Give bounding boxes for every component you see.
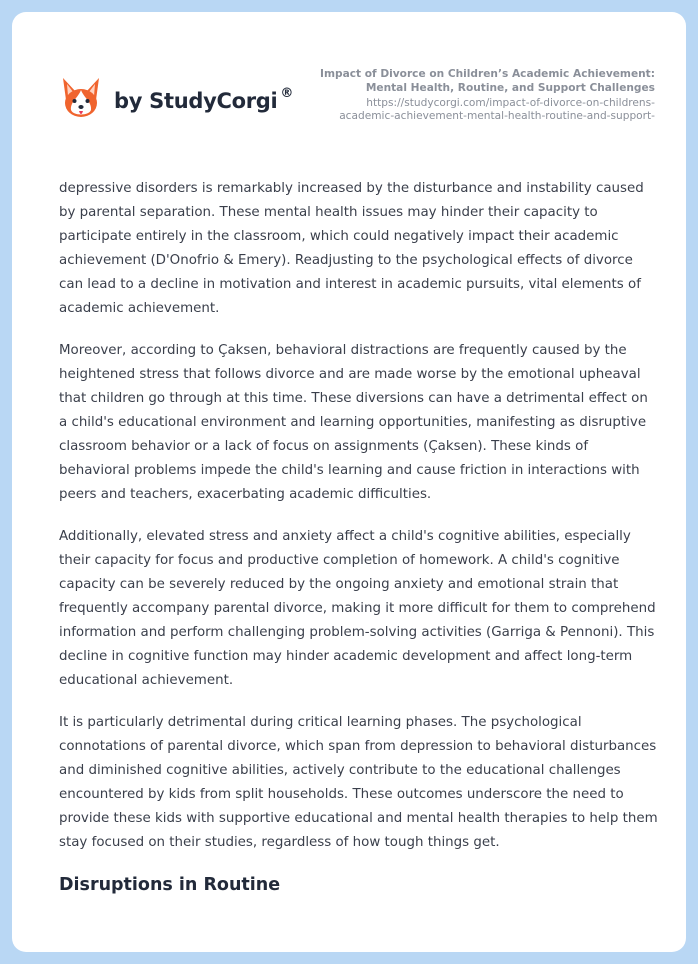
registered-mark: ®: [280, 86, 294, 101]
document-meta: [295, 67, 655, 123]
document-title-line-2: Mental Health, Routine, and Support Challenges: [365, 82, 655, 94]
paragraph: depressive disorders is remarkably increased by the disturbance and instability caused by parental separation. These mental health issues may hinder their capacity to participate entirely in the classroom, which could negatively impact their academic achievement (D'Onofrio & Emery). Readjusting to the psychological effects of divorce can lead to a decline in motivation and interest in academic pursuits, vital elements of academic achievement.: [59, 181, 644, 316]
paragraph: Moreover, according to Çaksen, behavioral distractions are frequently caused by the heightened stress that follows divorce and are made worse by the emotional upheaval that children go through at this time. These diversions can have a detrimental effect on a child's educational environment and learning opportunities, manifesting as disruptive classroom behavior or a lack of focus on assignments (Çaksen). These kinds of behavioral problems impede the child's learning and cause friction in interactions with peers and teachers, exacerbating academic difficulties.: [59, 343, 648, 502]
document-title-line-1: Impact of Divorce on Children’s Academic Achievement:: [320, 68, 655, 80]
brand-name: by StudyCorgi ®: [114, 86, 294, 113]
article-body: [59, 177, 659, 897]
corgi-logo-icon: [60, 76, 102, 120]
document-card: [12, 12, 686, 952]
paragraph: It is particularly detrimental during critical learning phases. The psychological connotations of parental divorce, which span from depression to behavioral disturbances and diminished cognitive abilities, actively contribute to the educational challenges encountered by kids from split households. These outcomes underscore the need to provide these kids with supportive educational and mental health therapies to help them stay focused on their studies, regardless of how tough things get.: [59, 715, 658, 850]
document-url-line-2: academic-achievement-mental-health-routine-and-support-: [339, 110, 655, 122]
paragraph: Additionally, elevated stress and anxiety affect a child's cognitive abilities, especially their capacity for focus and productive completion of homework. A child's cognitive capacity can be severely reduced by the ongoing anxiety and emotional strain that frequently accompany parental divorce, making it more difficult for them to comprehend information and perform challenging problem-solving activities (Garriga & Pennoni). This decline in cognitive function may hinder academic development and affect long-term educational achievement.: [59, 529, 656, 688]
studycorgi-logo[interactable]: [60, 76, 293, 120]
section-heading: Disruptions in Routine: [59, 875, 281, 895]
page-header: [12, 12, 686, 162]
document-url-line-1: https://studycorgi.com/impact-of-divorce-on-childrens-: [366, 97, 655, 109]
document-url[interactable]: [295, 97, 655, 123]
document-title: [295, 67, 655, 95]
